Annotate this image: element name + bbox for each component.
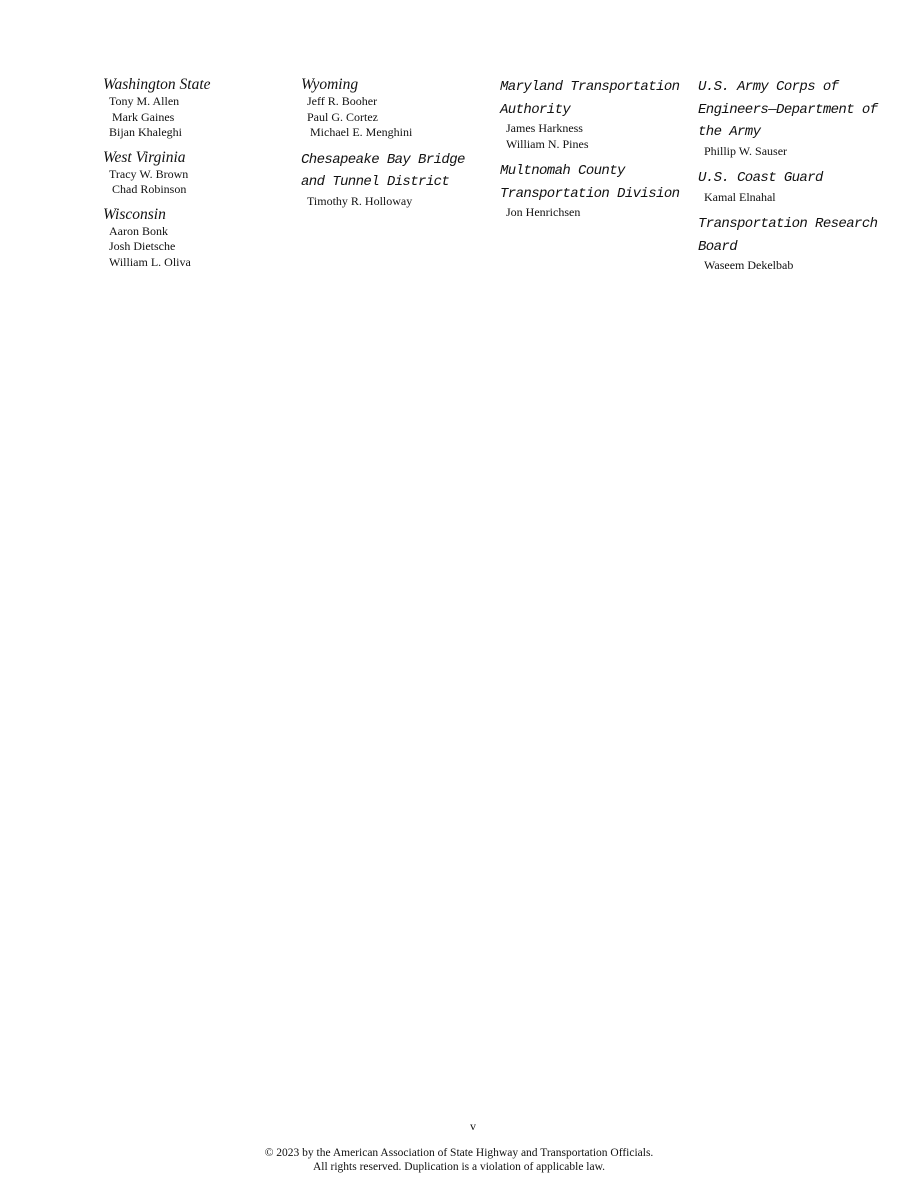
member-list	[103, 167, 293, 198]
group-multnomah-county	[500, 160, 690, 221]
group-maryland-transportation-authority	[500, 76, 690, 152]
member-name: James Harkness	[506, 121, 583, 135]
agency-heading: Multnomah County Transportation Division	[500, 163, 680, 202]
member-name: William N. Pines	[506, 136, 589, 151]
member-name: Paul G. Cortez	[307, 109, 378, 124]
member-name: Kamal Elnahal	[704, 189, 776, 204]
member-list	[500, 205, 690, 221]
group-wisconsin	[103, 206, 293, 271]
member-list	[698, 258, 888, 274]
group-west-virginia	[103, 149, 293, 198]
member-name: Bijan Khaleghi	[109, 125, 182, 139]
member-list	[301, 94, 491, 141]
state-heading: Wisconsin	[103, 205, 166, 223]
column-1	[103, 76, 293, 278]
member-name: Aaron Bonk	[109, 223, 168, 238]
member-name: Chad Robinson	[112, 182, 187, 196]
column-2	[301, 76, 491, 217]
member-list	[698, 190, 888, 206]
group-washington-state	[103, 76, 293, 141]
member-name: Jeff R. Booher	[307, 94, 378, 108]
rights-line: All rights reserved. Duplication is a violation of applicable law.	[312, 1161, 606, 1173]
column-3	[500, 76, 690, 229]
member-list	[698, 144, 888, 160]
copyright-footer	[0, 1146, 918, 1174]
state-heading: Wyoming	[301, 76, 359, 93]
member-name: Timothy R. Holloway	[307, 193, 413, 208]
column-4	[698, 76, 888, 282]
copyright-line: © 2023 by the American Association of State Highway and Transportation Officials.	[264, 1147, 654, 1159]
member-name: Tony M. Allen	[109, 94, 180, 108]
member-name: Waseem Dekelbab	[704, 258, 794, 272]
member-name: Jon Henrichsen	[506, 205, 581, 219]
page-number: v	[470, 1119, 476, 1133]
member-name: Mark Gaines	[112, 109, 175, 124]
agency-heading: U.S. Army Corps of Engineers—Department of the Army	[698, 79, 886, 140]
state-heading: Washington State	[103, 76, 211, 93]
member-name: Phillip W. Sauser	[704, 143, 788, 158]
group-army-corps-of-engineers	[698, 76, 888, 159]
group-transportation-research-board	[698, 213, 888, 274]
state-heading: West Virginia	[103, 148, 186, 166]
member-list	[103, 94, 293, 141]
member-name: Tracy W. Brown	[109, 166, 189, 181]
member-name: Michael E. Menghini	[310, 125, 413, 139]
member-list	[500, 121, 690, 152]
group-wyoming	[301, 76, 491, 141]
agency-heading: Chesapeake Bay Bridge and Tunnel District	[301, 151, 473, 190]
agency-heading: Maryland Transportation Authority	[500, 79, 688, 118]
agency-heading: Transportation Research Board	[698, 216, 886, 255]
member-name: Josh Dietsche	[109, 239, 176, 253]
member-name: William L. Oliva	[109, 254, 191, 269]
member-list	[301, 194, 491, 210]
group-chesapeake-bay	[301, 149, 491, 210]
group-coast-guard	[698, 167, 888, 205]
agency-heading: U.S. Coast Guard	[698, 170, 823, 186]
member-list	[103, 224, 293, 271]
